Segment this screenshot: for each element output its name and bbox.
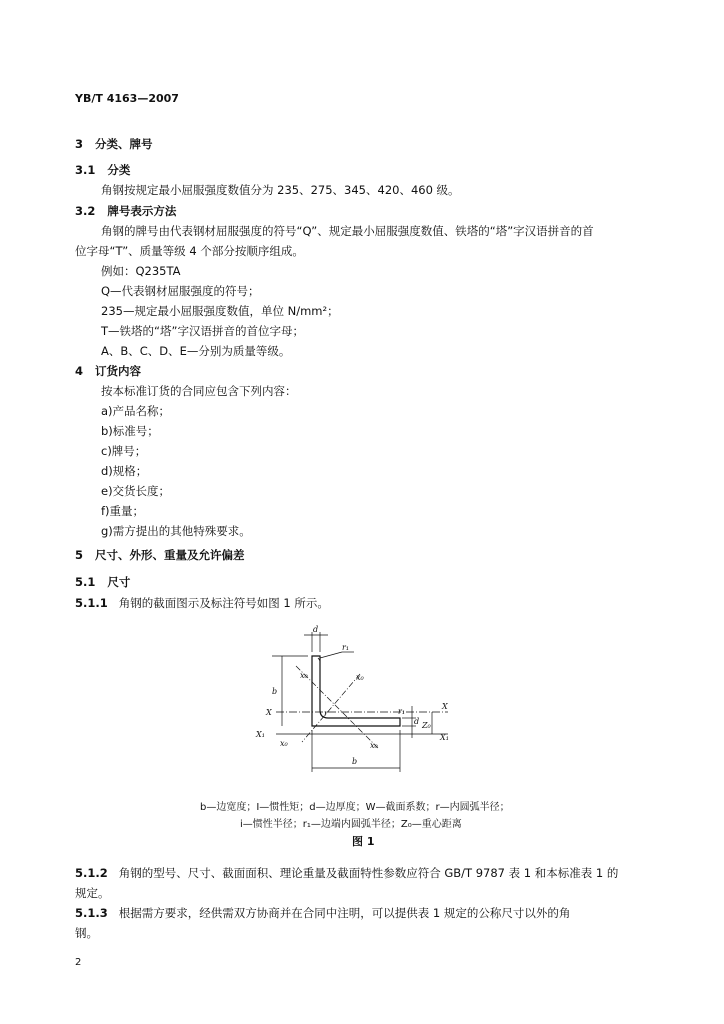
list-item: A、B、C、D、E—分别为质量等级。 (101, 344, 291, 358)
list-item: c)牌号； (101, 444, 147, 458)
label-b-horizontal: b (352, 757, 358, 766)
section-number: 3 (75, 137, 84, 151)
section-number: 4 (75, 364, 84, 378)
r1-leader (320, 652, 342, 658)
list-item: 235—规定最小屈服强度数值，单位 N/mm²； (101, 304, 339, 318)
label-x-right: X (442, 702, 448, 711)
clause-5-1-1 (75, 596, 329, 610)
section-3-2-heading (75, 204, 176, 218)
paragraph: 按本标准订货的合同应包含下列内容： (101, 384, 297, 398)
section-4-heading (75, 364, 141, 378)
label-r1: r₁ (342, 643, 350, 652)
example-line: 例如：Q235TA (101, 264, 181, 278)
x0-axis-a (296, 666, 378, 748)
clause-text: 角钢的型号、尺寸、截面面积、理论重量及截面特性参数应符合 GB/T 9787 表 1 和本标准表 1 的 (118, 866, 619, 880)
section-title: 尺寸 (107, 575, 131, 589)
label-x1-right: X₁ (440, 733, 449, 742)
list-item: T—铁塔的“塔”字汉语拼音的首位字母； (101, 324, 304, 338)
figure-caption-line-1: b—边宽度；I—惯性矩；d—边厚度；W—截面系数；r—内圆弧半径； (200, 802, 510, 813)
label-r: r (324, 709, 328, 718)
figure-title: 图 1 (352, 835, 375, 848)
section-number: 3.1 (75, 163, 96, 177)
section-3-heading (75, 137, 153, 151)
paragraph: 位字母“T”、质量等级 4 个部分按顺序组成。 (75, 244, 304, 258)
label-x0-bottom-left: x₀ (280, 739, 288, 748)
section-5-heading (75, 548, 245, 562)
clause-number: 5.1.1 (75, 596, 108, 610)
clause-text: 根据需方要求，经供需双方协商并在合同中注明，可以提供表 1 规定的公称尺寸以外的角 (118, 906, 571, 920)
clause-5-1-2 (75, 866, 618, 880)
list-item: f)重量； (101, 504, 145, 518)
label-d-right: d (414, 717, 420, 726)
standard-code: YB/T 4163—2007 (75, 92, 179, 105)
section-title: 分类、牌号 (95, 137, 153, 151)
section-3-1-heading (75, 163, 130, 177)
list-item: d)规格； (101, 464, 148, 478)
label-d: d (313, 625, 319, 634)
clause-text: 角钢的截面图示及标注符号如图 1 所示。 (118, 596, 329, 610)
list-item: e)交货长度； (101, 484, 171, 498)
clause-number: 5.1.2 (75, 866, 108, 880)
list-item: g)需方提出的其他特殊要求。 (101, 524, 251, 538)
section-title: 分类 (107, 163, 131, 177)
label-x0-top-left: x₀ (300, 671, 308, 680)
clause-number: 5.1.3 (75, 906, 108, 920)
label-x1-left: X₁ (256, 730, 265, 739)
clause-5-1-3 (75, 906, 570, 920)
list-item: Q—代表钢材屈服强度的符号； (101, 284, 260, 298)
page-number: 2 (75, 957, 82, 968)
paragraph: 钢。 (75, 926, 98, 940)
label-r1-right: r₁ (398, 707, 406, 716)
section-number: 5 (75, 548, 84, 562)
angle-section-drawing (252, 622, 452, 782)
figure-caption-line-2: i—惯性半径；r₁—边端内圆弧半径；Z₀—重心距离 (240, 819, 462, 830)
angle-section-figure (252, 622, 452, 782)
label-b-vertical: b (272, 687, 278, 696)
paragraph: 规定。 (75, 886, 110, 900)
list-item: a)产品名称； (101, 404, 171, 418)
label-x0-top-right: x₀ (356, 673, 364, 682)
label-x0-bottom-right: x₀ (370, 741, 378, 750)
section-number: 3.2 (75, 204, 96, 218)
section-title: 尺寸、外形、重量及允许偏差 (95, 548, 245, 562)
section-title: 牌号表示方法 (107, 204, 177, 218)
label-x-left: X (266, 708, 272, 717)
paragraph: 角钢按规定最小屈服强度数值分为 235、275、345、420、460 级。 (101, 183, 460, 197)
section-number: 5.1 (75, 575, 96, 589)
x0-axis-b (302, 674, 360, 742)
label-z0: Z₀ (422, 721, 431, 730)
section-5-1-heading (75, 575, 130, 589)
list-item: b)标准号； (101, 424, 159, 438)
paragraph: 角钢的牌号由代表钢材屈服强度的符号“Q”、规定最小屈服强度数值、铁塔的“塔”字汉语拼音的首 (101, 224, 594, 238)
section-title: 订货内容 (95, 364, 142, 378)
